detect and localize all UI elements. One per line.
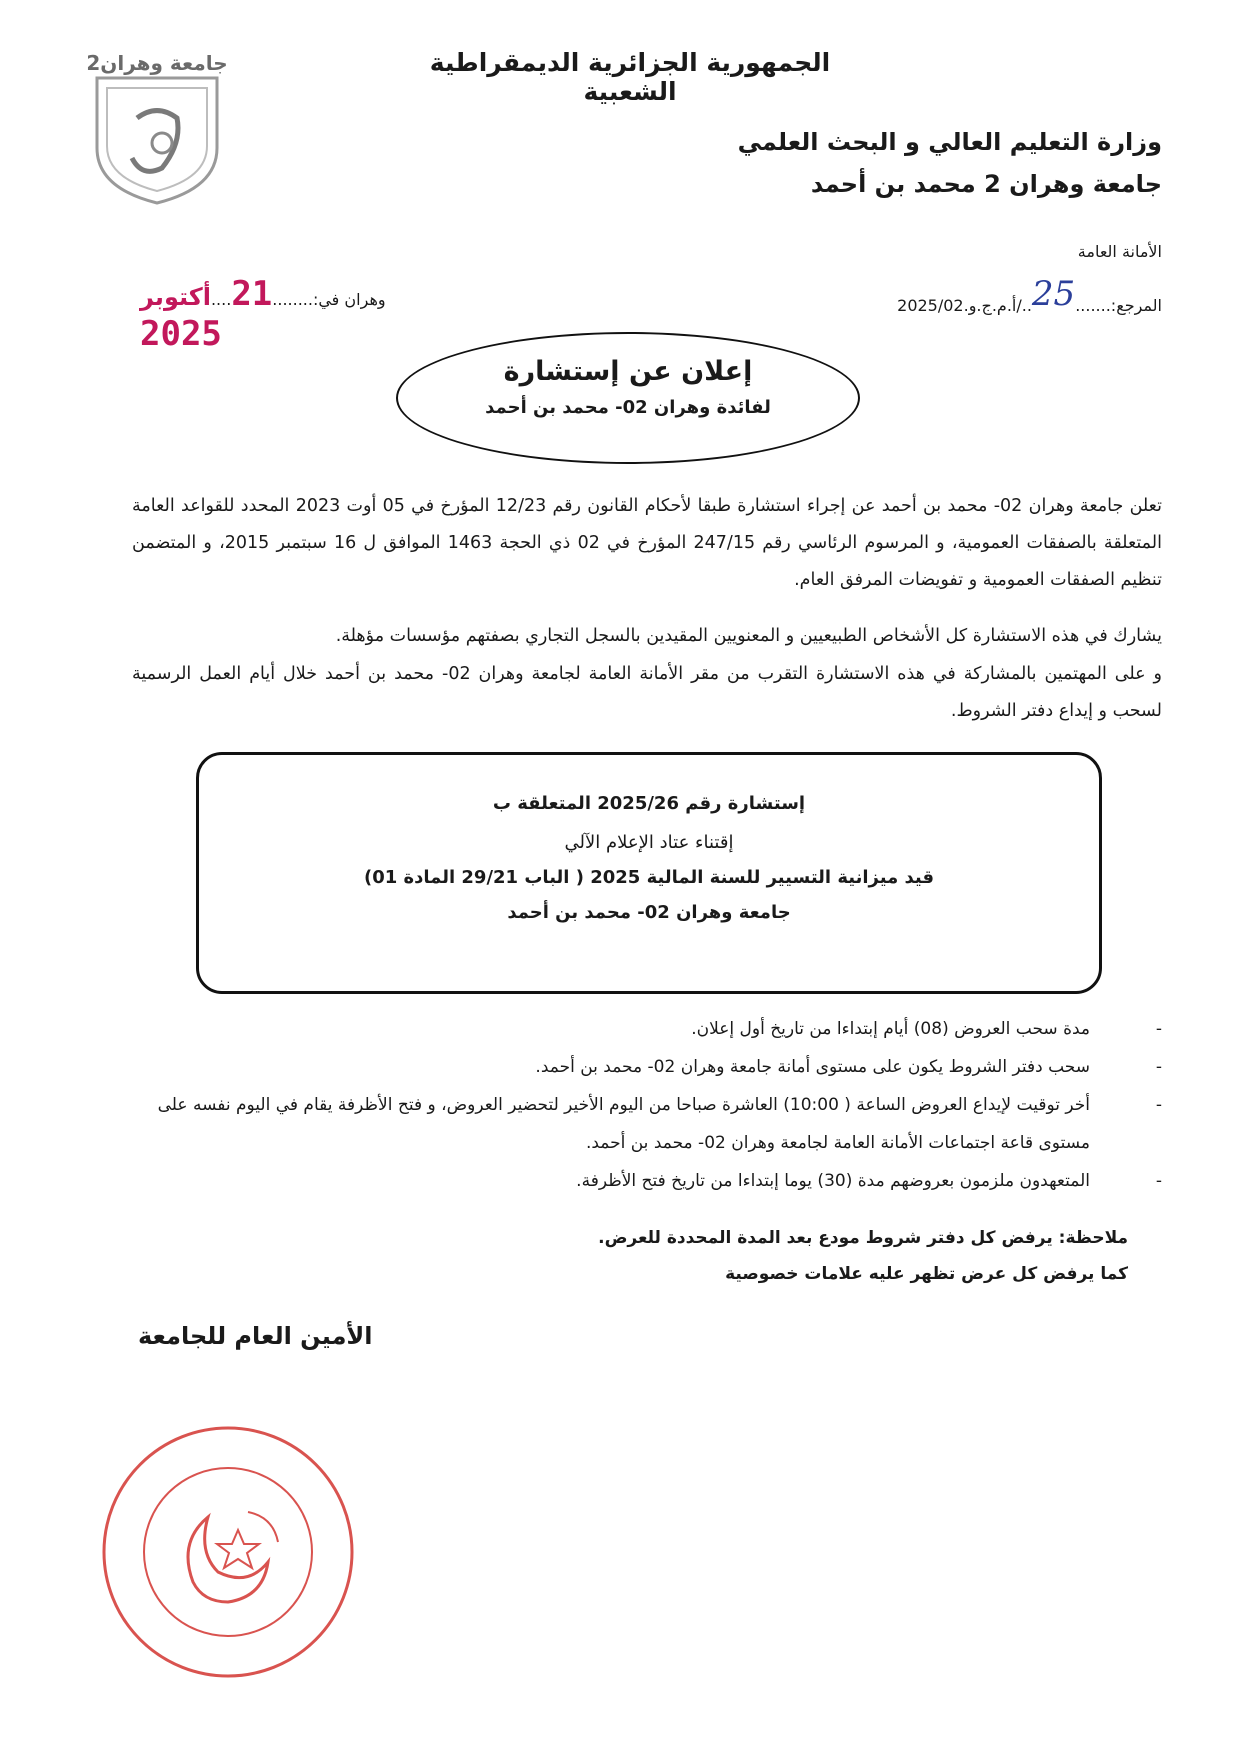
instructions-paragraph: و على المهتمين بالمشاركة في هذه الاستشارة التقرب من مقر الأمانة العامة لجامعة وهران 02- محمد بن أحمد خلال أيام العمل الرسمية لسحب و إيداع دفتر الشروط. bbox=[132, 664, 1162, 721]
republic-heading: الجمهورية الجزائرية الديمقراطية الشعبية bbox=[429, 48, 831, 106]
date-year: 2025 bbox=[140, 314, 222, 354]
official-seal bbox=[98, 1422, 358, 1682]
list-item: - مدة سحب العروض (08) أيام إبتداءا من تاريخ أول إعلان. bbox=[130, 1010, 1162, 1048]
note-2: كما يرفض كل عرض تظهر عليه علامات خصوصية bbox=[725, 1264, 1128, 1284]
consultation-object: إقتناء عتاد الإعلام الآلي bbox=[564, 832, 734, 853]
official-seal-icon bbox=[98, 1422, 358, 1682]
date-month: أكتوبر bbox=[140, 283, 211, 311]
reference-suffix: /أ.م.ج.و.2025/02 bbox=[897, 296, 1022, 315]
date-day: 21 bbox=[231, 274, 273, 314]
announcement-title-oval bbox=[396, 332, 860, 464]
university-heading: جامعة وهران 2 محمد بن أحمد bbox=[810, 170, 1162, 198]
date-label: وهران في: bbox=[312, 290, 386, 309]
consultation-budget: قيد ميزانية التسيير للسنة المالية 2025 ( الباب 29/21 المادة 01) bbox=[363, 867, 935, 888]
department-label: الأمانة العامة bbox=[1077, 242, 1162, 261]
seal-text bbox=[98, 1422, 106, 1427]
announcement-subtitle: لفائدة وهران 02- محمد بن أحمد bbox=[485, 397, 771, 418]
list-item: - المتعهدون ملزمون بعروضهم مدة (30) يوما إبتداءا من تاريخ فتح الأظرفة. bbox=[130, 1162, 1162, 1200]
list-item: - أخر توقيت لإيداع العروض الساعة ( 10:00) العاشرة صباحا من اليوم الأخير لتحضير العروض، و فتح الأظرفة يقام في اليوم نفسه على مستوى قاعة اجتماعات الأمانة العامة لجامعة وهران 02- محمد بن أحمد. bbox=[130, 1086, 1162, 1162]
reference-label: المرجع: bbox=[1110, 296, 1162, 315]
participants-paragraph: يشارك في هذه الاستشارة كل الأشخاص الطبيعيين و المعنويين المقيدين بالسجل التجاري بصفتهم مؤسسات مؤهلة. bbox=[335, 626, 1162, 646]
svg-text:وزارة التعليم العالي و البحث ا bbox=[98, 1422, 106, 1427]
signature-title: الأمين العام للجامعة bbox=[138, 1322, 373, 1350]
logo-text: جامعة وهران2 bbox=[86, 51, 228, 75]
list-item: - سحب دفتر الشروط يكون على مستوى أمانة جامعة وهران 02- محمد بن أحمد. bbox=[130, 1048, 1162, 1086]
consultation-box bbox=[196, 752, 1102, 994]
announcement-title: إعلان عن إستشارة bbox=[503, 356, 753, 387]
note-1: ملاحظة: يرفض كل دفتر شروط مودع بعد المدة المحددة للعرض. bbox=[598, 1228, 1128, 1248]
ministry-heading: وزارة التعليم العالي و البحث العلمي bbox=[737, 128, 1162, 156]
reference-line: المرجع:.......25../أ.م.ج.و.2025/02 bbox=[897, 274, 1162, 315]
consultation-entity: جامعة وهران 02- محمد بن أحمد bbox=[507, 902, 791, 923]
conditions-list bbox=[130, 1010, 1162, 1200]
notes-block bbox=[598, 1220, 1128, 1292]
university-logo-icon bbox=[82, 48, 232, 208]
date-line: وهران في:........21....أكتوبر 2025 bbox=[140, 274, 386, 354]
consultation-number: إستشارة رقم 2025/26 المتعلقة ب bbox=[492, 793, 806, 814]
university-logo bbox=[82, 48, 232, 208]
reference-number: 25 bbox=[1031, 274, 1076, 314]
intro-paragraph: تعلن جامعة وهران 02- محمد بن أحمد عن إجراء استشارة طبقا لأحكام القانون رقم 12/23 المؤرخ في 05 أوت 2023 المحدد للقواعد العامة المتعلقة بالصفقات العمومية، و المرسوم الرئاسي رقم 247/15 المؤرخ في 02 ذي الحجة 1463 الموافق ل 16 سبتمبر 2015، و المتضمن تنظيم الصفقات العمومية و تفويضات المرفق العام. bbox=[132, 496, 1162, 590]
